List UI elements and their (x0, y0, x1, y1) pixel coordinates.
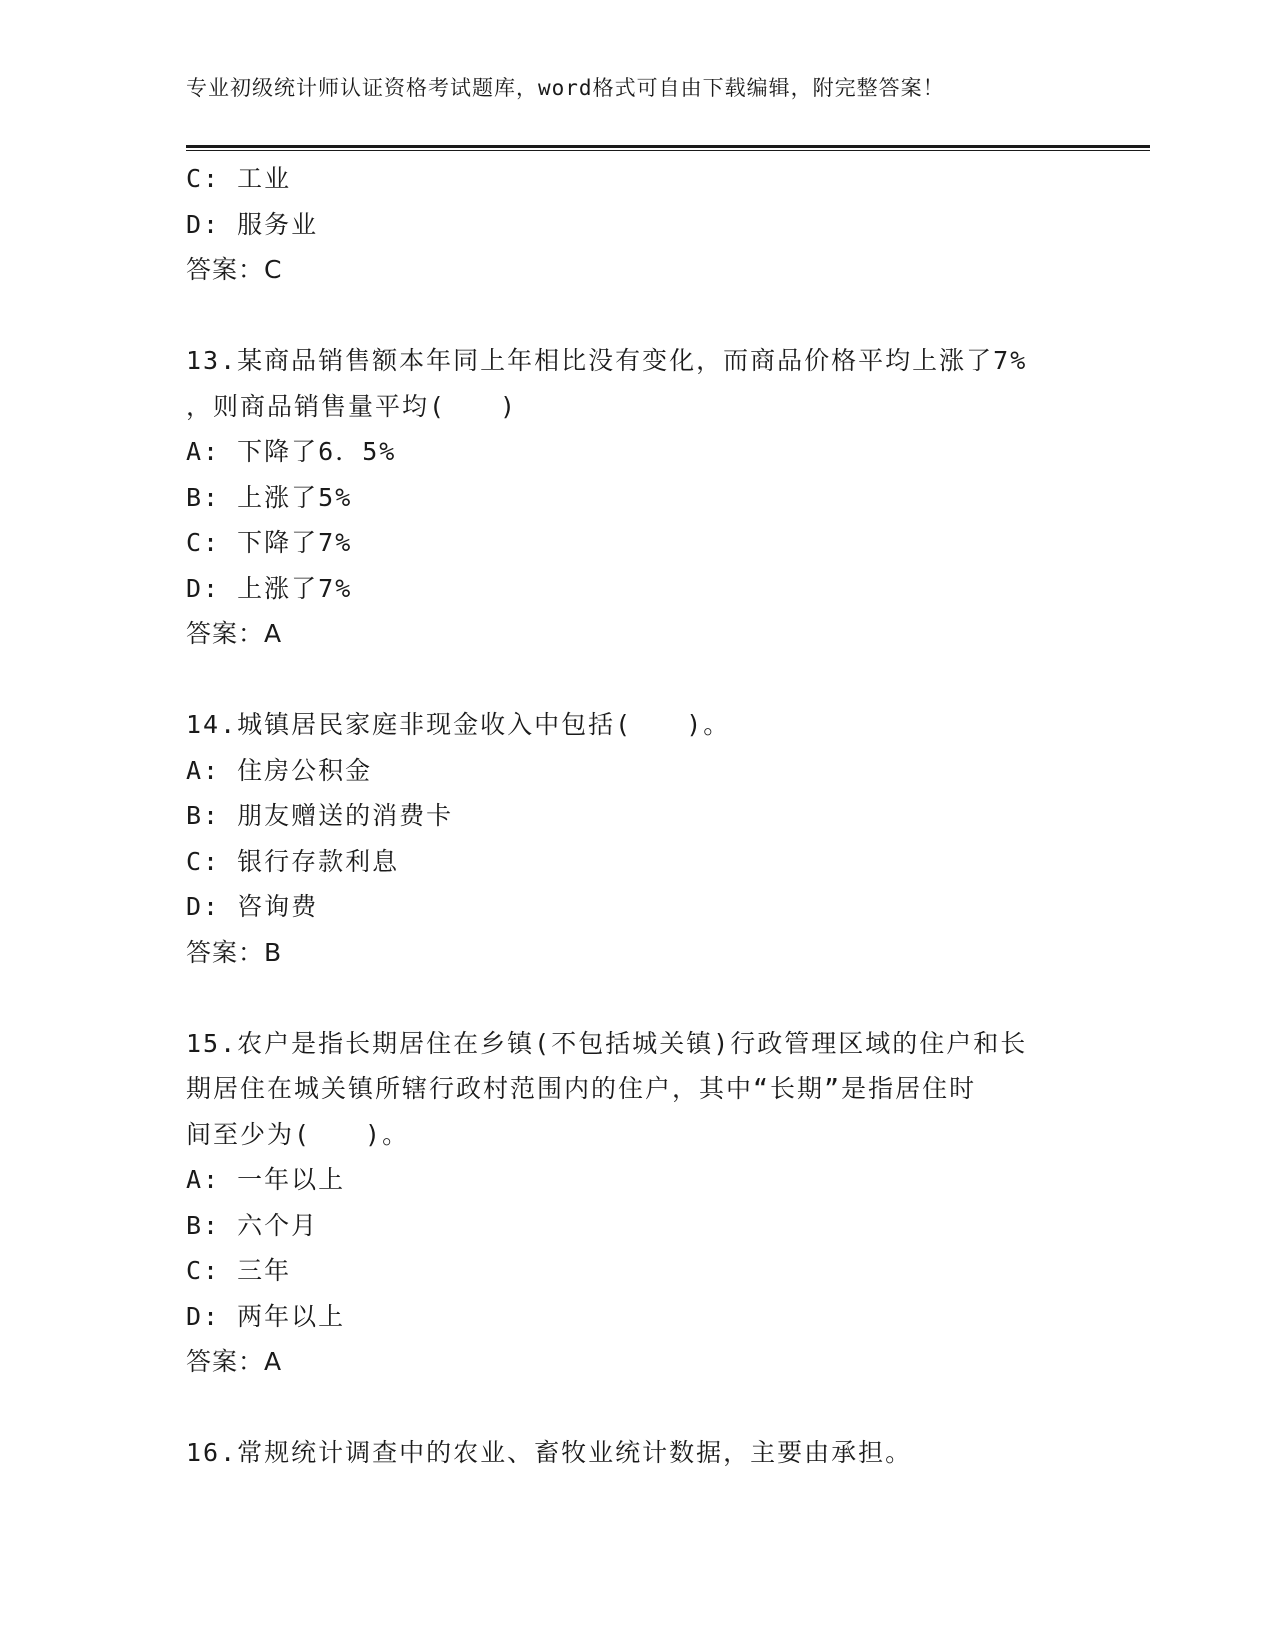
question-text: 间至少为( )。 (186, 1119, 410, 1149)
option-line: D: 两年以上 (186, 1301, 346, 1331)
question-text: 16.常规统计调查中的农业、畜牧业统计数据，主要由承担。 (186, 1438, 913, 1467)
answer-line: 答案：A (186, 1347, 283, 1376)
answer-line: 答案：A (186, 619, 283, 648)
option-line: C: 工业 (186, 164, 292, 193)
answer-line: 答案：B (186, 937, 283, 967)
option-line: B: 六个月 (186, 1210, 319, 1240)
option-line: A: 一年以上 (186, 1165, 346, 1194)
option-line: B: 上涨了5% (186, 482, 353, 512)
option-line: D: 上涨了7% (186, 573, 353, 603)
option-line: C: 下降了7% (186, 528, 353, 557)
question-text: 14.城镇居民家庭非现金收入中包括( )。 (186, 710, 731, 739)
option-line: D: 服务业 (186, 209, 319, 239)
option-line: C: 银行存款利息 (186, 846, 400, 876)
question-text: 期居住在城关镇所辖行政村范围内的住户，其中“长期”是指居住时 (186, 1074, 977, 1103)
page-header: 专业初级统计师认证资格考试题库，word格式可自由下载编辑，附完整答案！ (186, 76, 945, 100)
answer-line: 答案：C (186, 255, 283, 284)
option-line: A: 下降了6．5% (186, 437, 397, 466)
option-line: A: 住房公积金 (186, 755, 373, 785)
option-line: B: 朋友赠送的消费卡 (186, 801, 454, 830)
option-line: D: 咨询费 (186, 892, 319, 921)
header-rule-thin (186, 150, 1150, 151)
question-list (186, 156, 1086, 1476)
option-line: C: 三年 (186, 1256, 292, 1285)
header-rule-thick (186, 145, 1150, 148)
question-text: 13.某商品销售额本年同上年相比没有变化，而商品价格平均上涨了7% (186, 346, 1028, 375)
question-text: 15.农户是指长期居住在乡镇(不包括城关镇)行政管理区域的住户和长 (186, 1028, 1028, 1058)
question-text: ，则商品销售量平均( ) (186, 391, 518, 421)
